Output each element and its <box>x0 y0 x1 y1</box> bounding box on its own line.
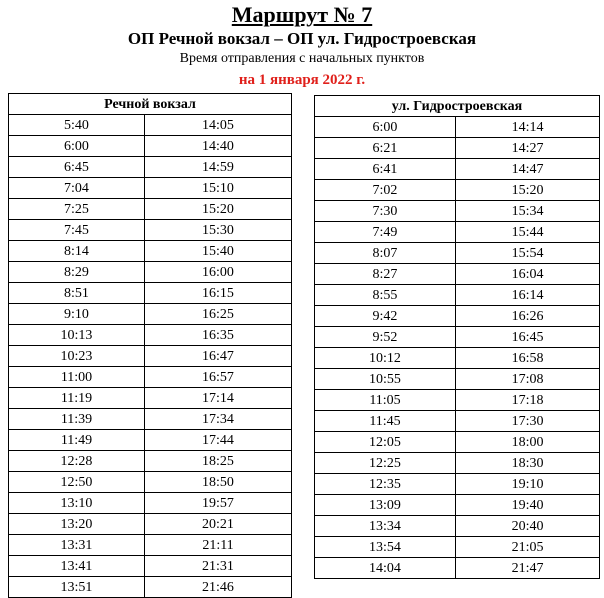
table-row <box>315 306 600 327</box>
departure-time-afternoon: 16:04 <box>456 264 600 285</box>
departure-caption: Время отправления с начальных пунктов <box>179 51 425 66</box>
departure-time-morning: 12:50 <box>9 472 145 493</box>
departure-time-morning: 13:31 <box>9 535 145 556</box>
table-row <box>315 432 600 453</box>
departure-time-afternoon: 14:05 <box>145 115 292 136</box>
departure-time-morning: 8:29 <box>9 262 145 283</box>
departure-time-afternoon: 17:34 <box>145 409 292 430</box>
departure-time-morning: 7:45 <box>9 220 145 241</box>
departure-time-morning: 10:23 <box>9 346 145 367</box>
table-row <box>315 348 600 369</box>
departure-time-afternoon: 20:40 <box>456 516 600 537</box>
departure-time-afternoon: 21:47 <box>456 558 600 579</box>
table-row <box>9 367 292 388</box>
departure-time-morning: 8:07 <box>315 243 456 264</box>
departure-time-afternoon: 19:57 <box>145 493 292 514</box>
route-subtitle: ОП Речной вокзал – ОП ул. Гидростроевская <box>127 29 477 48</box>
departure-time-afternoon: 15:40 <box>145 241 292 262</box>
table-row <box>315 243 600 264</box>
table-row <box>9 493 292 514</box>
departure-time-afternoon: 18:30 <box>456 453 600 474</box>
departure-time-morning: 14:04 <box>315 558 456 579</box>
departure-time-morning: 6:21 <box>315 138 456 159</box>
table-header-rechnoy-vokzal: Речной вокзал <box>9 94 292 115</box>
departure-time-morning: 13:09 <box>315 495 456 516</box>
departure-time-afternoon: 15:54 <box>456 243 600 264</box>
table-row <box>9 346 292 367</box>
departure-time-afternoon: 14:14 <box>456 117 600 138</box>
departure-time-morning: 8:51 <box>9 283 145 304</box>
route-title: Маршрут № 7 <box>231 2 373 27</box>
table-row <box>315 369 600 390</box>
departure-time-afternoon: 14:27 <box>456 138 600 159</box>
departure-time-morning: 6:41 <box>315 159 456 180</box>
table-row <box>315 264 600 285</box>
table-row <box>9 283 292 304</box>
departure-time-morning: 11:39 <box>9 409 145 430</box>
departure-time-morning: 7:04 <box>9 178 145 199</box>
table-row <box>9 430 292 451</box>
departure-time-morning: 8:14 <box>9 241 145 262</box>
departure-time-afternoon: 16:15 <box>145 283 292 304</box>
departure-time-morning: 13:10 <box>9 493 145 514</box>
departure-time-afternoon: 21:11 <box>145 535 292 556</box>
departure-time-afternoon: 15:44 <box>456 222 600 243</box>
departure-time-morning: 8:55 <box>315 285 456 306</box>
departure-time-morning: 6:00 <box>315 117 456 138</box>
departure-time-afternoon: 15:30 <box>145 220 292 241</box>
departure-time-afternoon: 16:58 <box>456 348 600 369</box>
table-row <box>315 474 600 495</box>
departure-time-morning: 13:41 <box>9 556 145 577</box>
departure-time-morning: 8:27 <box>315 264 456 285</box>
departure-time-afternoon: 15:20 <box>145 199 292 220</box>
table-row <box>315 453 600 474</box>
departure-time-afternoon: 14:40 <box>145 136 292 157</box>
departure-time-afternoon: 21:46 <box>145 577 292 598</box>
departure-time-afternoon: 19:40 <box>456 495 600 516</box>
table-row <box>315 390 600 411</box>
departure-time-afternoon: 21:31 <box>145 556 292 577</box>
departure-time-morning: 6:00 <box>9 136 145 157</box>
departure-time-afternoon: 16:25 <box>145 304 292 325</box>
departure-time-afternoon: 21:05 <box>456 537 600 558</box>
departure-time-morning: 10:13 <box>9 325 145 346</box>
table-row <box>9 514 292 535</box>
departure-time-morning: 5:40 <box>9 115 145 136</box>
table-row <box>9 157 292 178</box>
departure-time-morning: 12:05 <box>315 432 456 453</box>
departure-time-morning: 9:10 <box>9 304 145 325</box>
departure-time-morning: 10:55 <box>315 369 456 390</box>
table-row <box>9 409 292 430</box>
table-row <box>9 178 292 199</box>
table-row <box>315 495 600 516</box>
departure-time-morning: 11:19 <box>9 388 145 409</box>
departure-time-morning: 13:20 <box>9 514 145 535</box>
departure-time-afternoon: 20:21 <box>145 514 292 535</box>
departure-time-afternoon: 17:44 <box>145 430 292 451</box>
departure-time-morning: 9:52 <box>315 327 456 348</box>
table-row <box>9 451 292 472</box>
table-header-row <box>315 96 600 117</box>
departure-time-afternoon: 15:34 <box>456 201 600 222</box>
table-header-gidrostroevskaya: ул. Гидростроевская <box>315 96 600 117</box>
effective-date: на 1 января 2022 г. <box>238 72 366 88</box>
table-row <box>315 159 600 180</box>
departure-time-morning: 13:54 <box>315 537 456 558</box>
departure-time-afternoon: 16:47 <box>145 346 292 367</box>
departure-time-morning: 9:42 <box>315 306 456 327</box>
departure-time-afternoon: 16:00 <box>145 262 292 283</box>
departure-time-afternoon: 14:59 <box>145 157 292 178</box>
departure-time-afternoon: 17:18 <box>456 390 600 411</box>
departure-time-afternoon: 18:50 <box>145 472 292 493</box>
departure-time-afternoon: 16:35 <box>145 325 292 346</box>
departure-time-afternoon: 16:26 <box>456 306 600 327</box>
table-row <box>9 115 292 136</box>
table-row <box>315 138 600 159</box>
table-row <box>315 558 600 579</box>
departure-time-afternoon: 15:10 <box>145 178 292 199</box>
table-row <box>315 537 600 558</box>
departure-time-morning: 12:28 <box>9 451 145 472</box>
departure-time-afternoon: 19:10 <box>456 474 600 495</box>
departure-time-afternoon: 16:14 <box>456 285 600 306</box>
table-row <box>9 136 292 157</box>
table-row <box>9 304 292 325</box>
departure-time-morning: 11:45 <box>315 411 456 432</box>
departure-time-afternoon: 16:45 <box>456 327 600 348</box>
table-header-row <box>9 94 292 115</box>
table-row <box>9 577 292 598</box>
schedule-table-gidrostroevskaya <box>314 95 600 579</box>
table-row <box>315 222 600 243</box>
table-row <box>9 325 292 346</box>
departure-time-morning: 7:25 <box>9 199 145 220</box>
table-row <box>9 556 292 577</box>
table-row <box>9 220 292 241</box>
table-row <box>9 241 292 262</box>
departure-time-morning: 10:12 <box>315 348 456 369</box>
schedule-table-rechnoy-vokzal <box>8 93 292 598</box>
table-row <box>9 199 292 220</box>
table-row <box>315 180 600 201</box>
table-row <box>315 201 600 222</box>
table-row <box>315 516 600 537</box>
departure-time-morning: 7:49 <box>315 222 456 243</box>
departure-time-afternoon: 16:57 <box>145 367 292 388</box>
departure-time-morning: 7:02 <box>315 180 456 201</box>
table-row <box>9 262 292 283</box>
departure-time-afternoon: 15:20 <box>456 180 600 201</box>
departure-time-afternoon: 17:08 <box>456 369 600 390</box>
departure-time-morning: 7:30 <box>315 201 456 222</box>
table-row <box>315 117 600 138</box>
departure-time-morning: 11:00 <box>9 367 145 388</box>
departure-time-afternoon: 14:47 <box>456 159 600 180</box>
table-row <box>9 388 292 409</box>
table-row <box>9 535 292 556</box>
table-row <box>315 411 600 432</box>
departure-time-afternoon: 17:14 <box>145 388 292 409</box>
table-row <box>315 285 600 306</box>
departure-time-morning: 12:25 <box>315 453 456 474</box>
departure-time-afternoon: 18:00 <box>456 432 600 453</box>
departure-time-afternoon: 17:30 <box>456 411 600 432</box>
table-row <box>315 327 600 348</box>
departure-time-morning: 6:45 <box>9 157 145 178</box>
departure-time-morning: 11:49 <box>9 430 145 451</box>
table-row <box>9 472 292 493</box>
departure-time-morning: 13:51 <box>9 577 145 598</box>
departure-time-afternoon: 18:25 <box>145 451 292 472</box>
departure-time-morning: 13:34 <box>315 516 456 537</box>
departure-time-morning: 12:35 <box>315 474 456 495</box>
departure-time-morning: 11:05 <box>315 390 456 411</box>
